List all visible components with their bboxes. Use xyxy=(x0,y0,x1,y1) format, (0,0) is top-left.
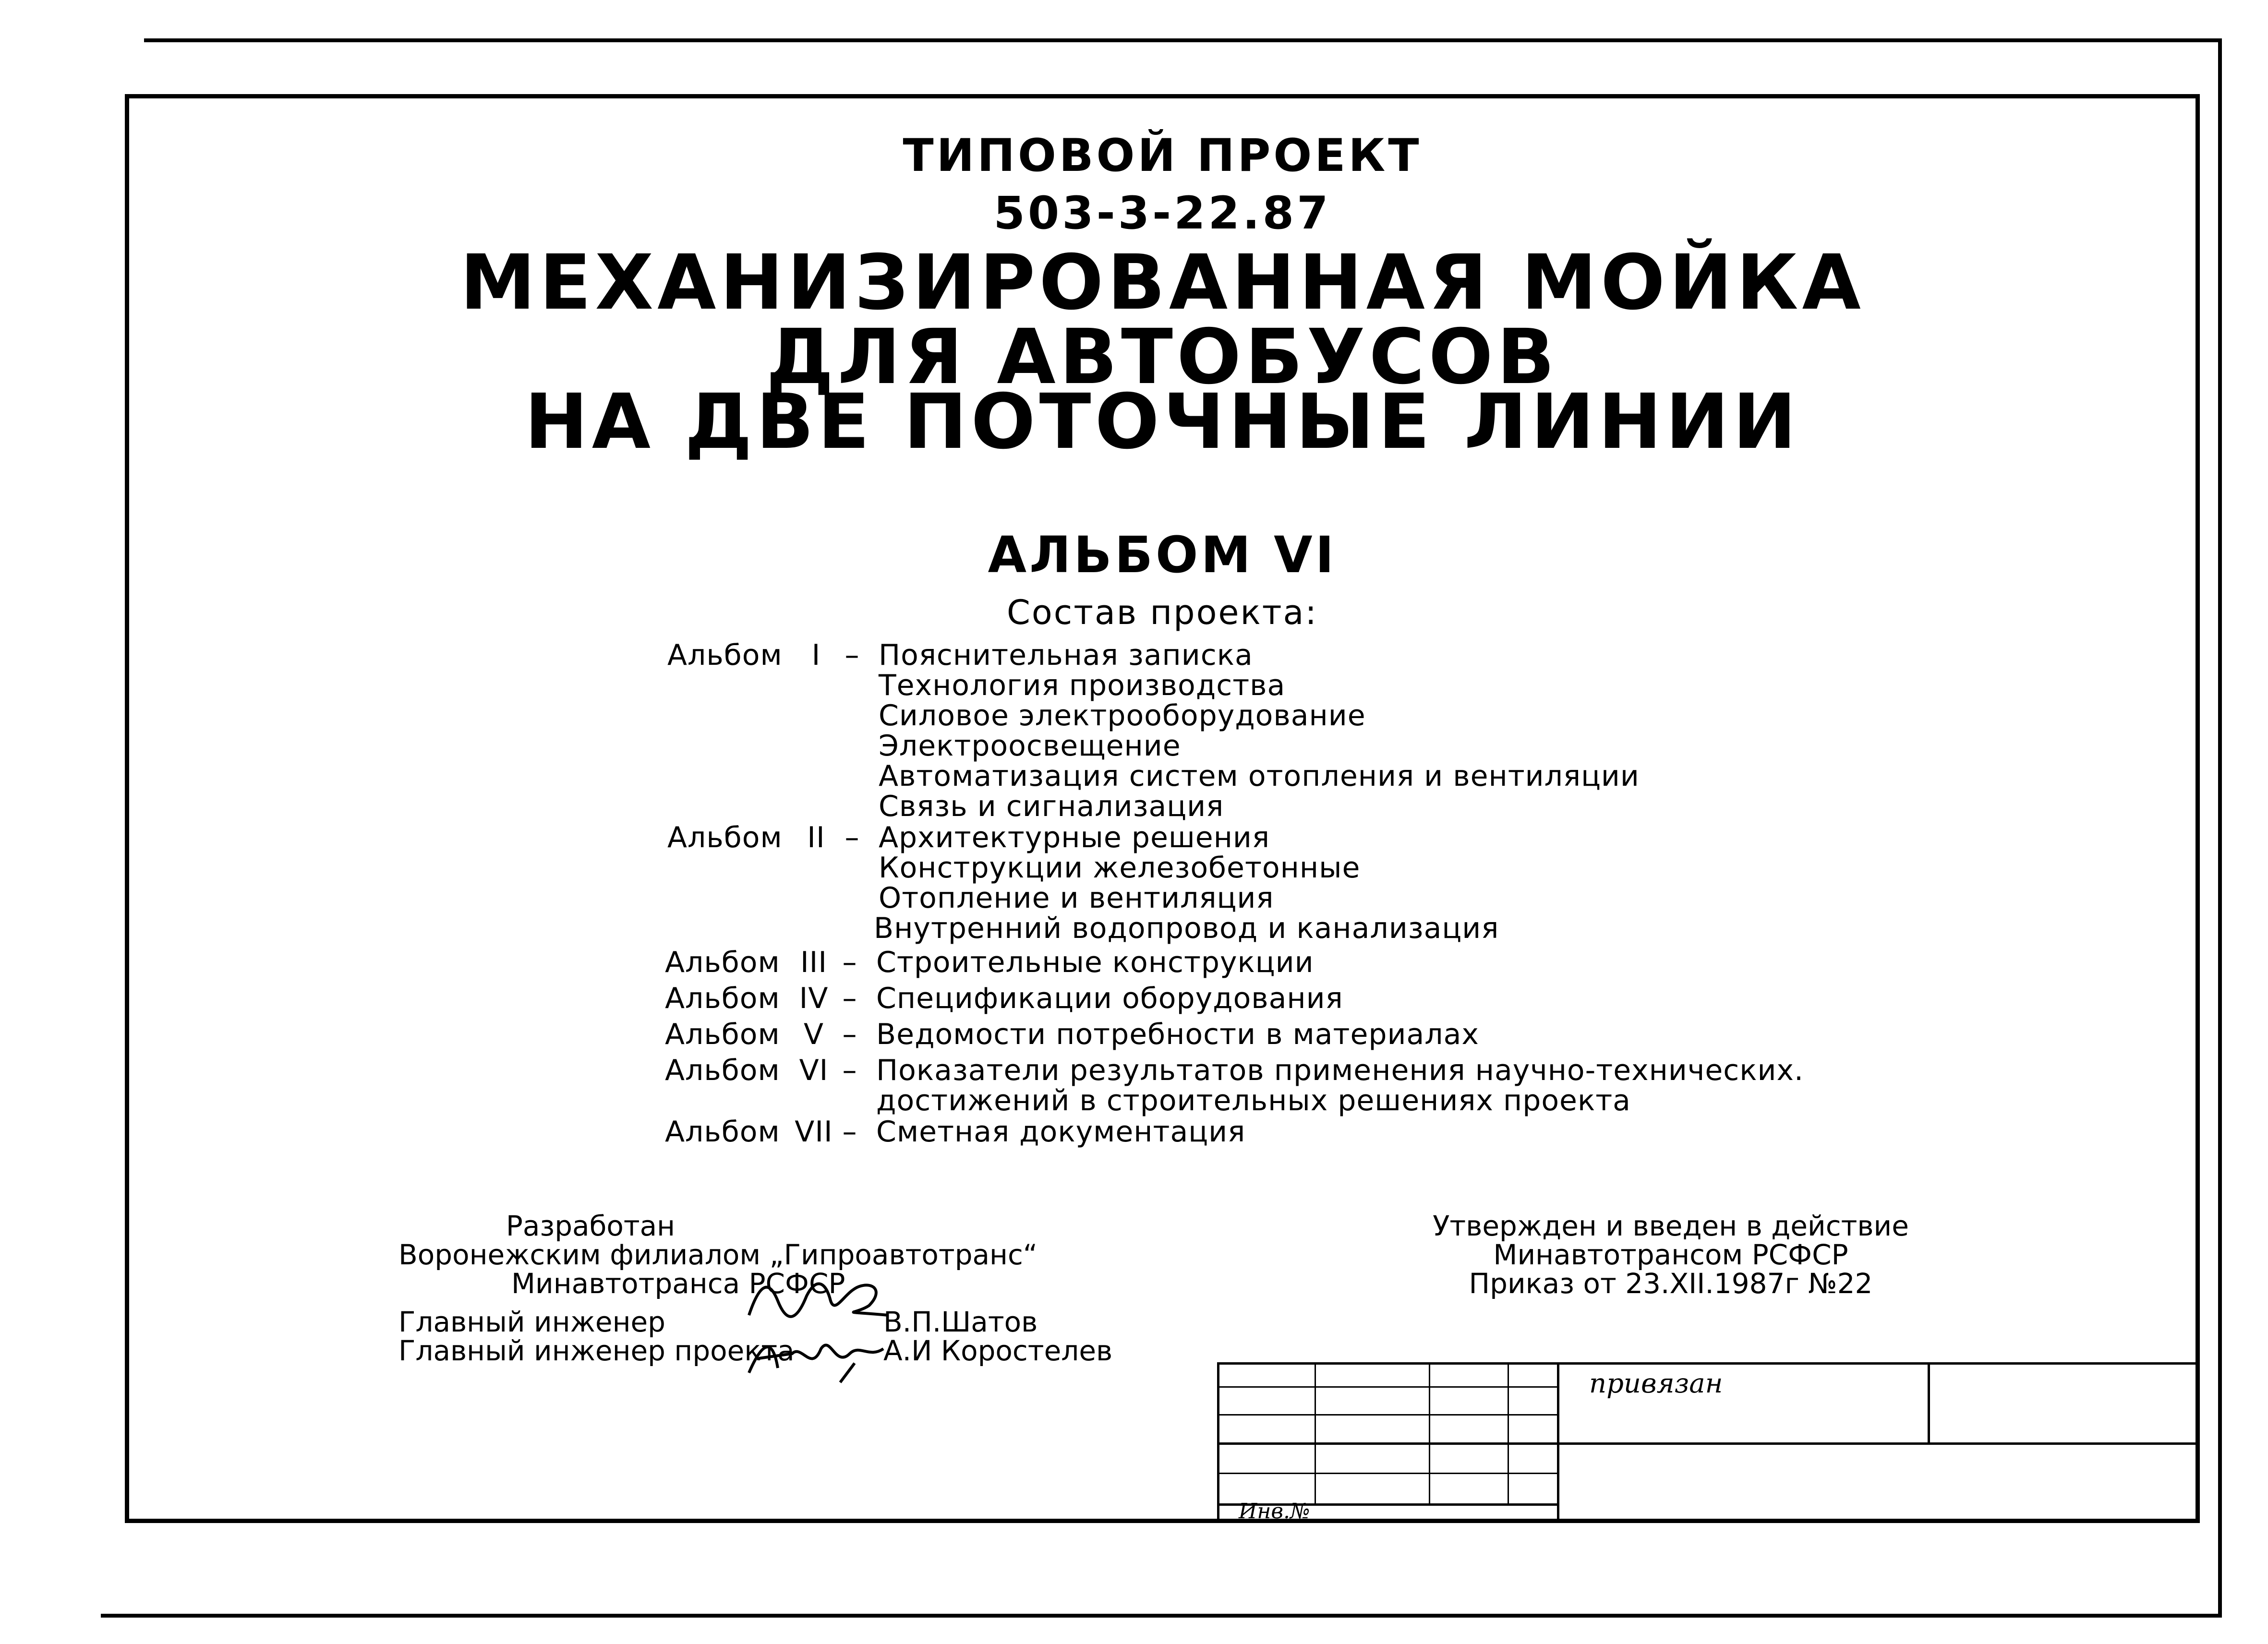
album-item: Показатели результатов применения научно-технических. xyxy=(876,1054,1804,1087)
album-number: III xyxy=(800,946,828,979)
project-number: 503-3-22.87 xyxy=(993,187,1331,240)
outer-bottom-line xyxy=(101,1614,2222,1618)
developer-ministry: Минавтотранса РСФСР xyxy=(511,1267,845,1300)
album-item: достижений в строительных решениях проекта xyxy=(876,1084,1631,1117)
chief-engineer-label: Главный инженер xyxy=(398,1306,665,1338)
album-label: Альбом xyxy=(665,946,780,979)
album-number: II xyxy=(807,821,825,854)
album-item: Ведомости потребности в материалах xyxy=(876,1018,1479,1051)
album-dash: – xyxy=(842,1115,857,1149)
album-item: Электроосвещение xyxy=(879,729,1181,763)
outer-right-line xyxy=(2218,38,2222,1618)
album-number: IV xyxy=(799,982,829,1015)
title-line-1: МЕХАНИЗИРОВАННАЯ МОЙКА xyxy=(460,239,1865,327)
album-item: Внутренний водопровод и канализация xyxy=(874,912,1499,945)
project-engineer-label: Главный инженер проекта xyxy=(398,1334,795,1367)
album-item: Спецификации оборудования xyxy=(876,982,1343,1015)
developer-organization: Воронежским филиалом „Гипроавтотранс“ xyxy=(398,1238,1037,1271)
album-number: V xyxy=(803,1018,824,1051)
album-dash: – xyxy=(844,821,860,854)
chief-engineer-signature xyxy=(739,1258,893,1330)
outer-top-line xyxy=(144,38,2218,42)
approval-line-1: Утвержден и введен в действие xyxy=(1433,1210,1909,1242)
album-dash: – xyxy=(842,1018,857,1051)
album-dash: – xyxy=(842,1054,857,1087)
project-engineer-name: А.И Коростелев xyxy=(883,1334,1113,1367)
album-label: Альбом xyxy=(665,1018,780,1051)
title-line-2: ДЛЯ АВТОБУСОВ xyxy=(766,313,1559,401)
album-label: Альбом xyxy=(665,1115,780,1149)
title-line-3: НА ДВЕ ПОТОЧНЫЕ ЛИНИИ xyxy=(524,378,1800,466)
header-line-1: ТИПОВОЙ ПРОЕКТ xyxy=(903,130,1422,182)
project-engineer-signature xyxy=(744,1325,888,1387)
album-item: Технология производства xyxy=(879,669,1286,702)
album-label: Альбом xyxy=(665,982,780,1015)
album-dash: – xyxy=(842,982,857,1015)
album-label: Альбом xyxy=(667,638,783,672)
album-number: I xyxy=(811,638,821,672)
album-dash: – xyxy=(844,638,860,672)
developed-by-label: Разработан xyxy=(506,1210,676,1242)
album-item: Строительные конструкции xyxy=(876,946,1314,979)
album-item: Сметная документация xyxy=(876,1115,1246,1149)
approval-line-3: Приказ от 23.XII.1987г №22 xyxy=(1469,1267,1873,1300)
album-number: VII xyxy=(795,1115,833,1149)
album-item: Автоматизация систем отопления и вентиляции xyxy=(879,759,1640,793)
attached-label: привязан xyxy=(1589,1368,1723,1399)
album-item: Пояснительная записка xyxy=(879,638,1253,672)
album-number: VI xyxy=(799,1054,829,1087)
album-item: Силовое электрооборудование xyxy=(879,699,1366,732)
album-label: Альбом xyxy=(667,821,783,854)
approval-line-2: Минавтотрансом РСФСР xyxy=(1493,1238,1848,1271)
album-label: Альбом xyxy=(665,1054,780,1087)
album-item: Архитектурные решения xyxy=(879,821,1270,854)
inventory-number-label: Инв.№ xyxy=(1239,1499,1310,1524)
album-item: Отопление и вентиляция xyxy=(879,881,1274,915)
album-item: Конструкции железобетонные xyxy=(879,851,1361,885)
chief-engineer-name: В.П.Шатов xyxy=(883,1306,1038,1338)
contents-heading: Состав проекта: xyxy=(1007,593,1318,632)
album-item: Связь и сигнализация xyxy=(879,790,1224,823)
album-title: АЛЬБОМ VI xyxy=(988,526,1337,584)
album-dash: – xyxy=(842,946,857,979)
